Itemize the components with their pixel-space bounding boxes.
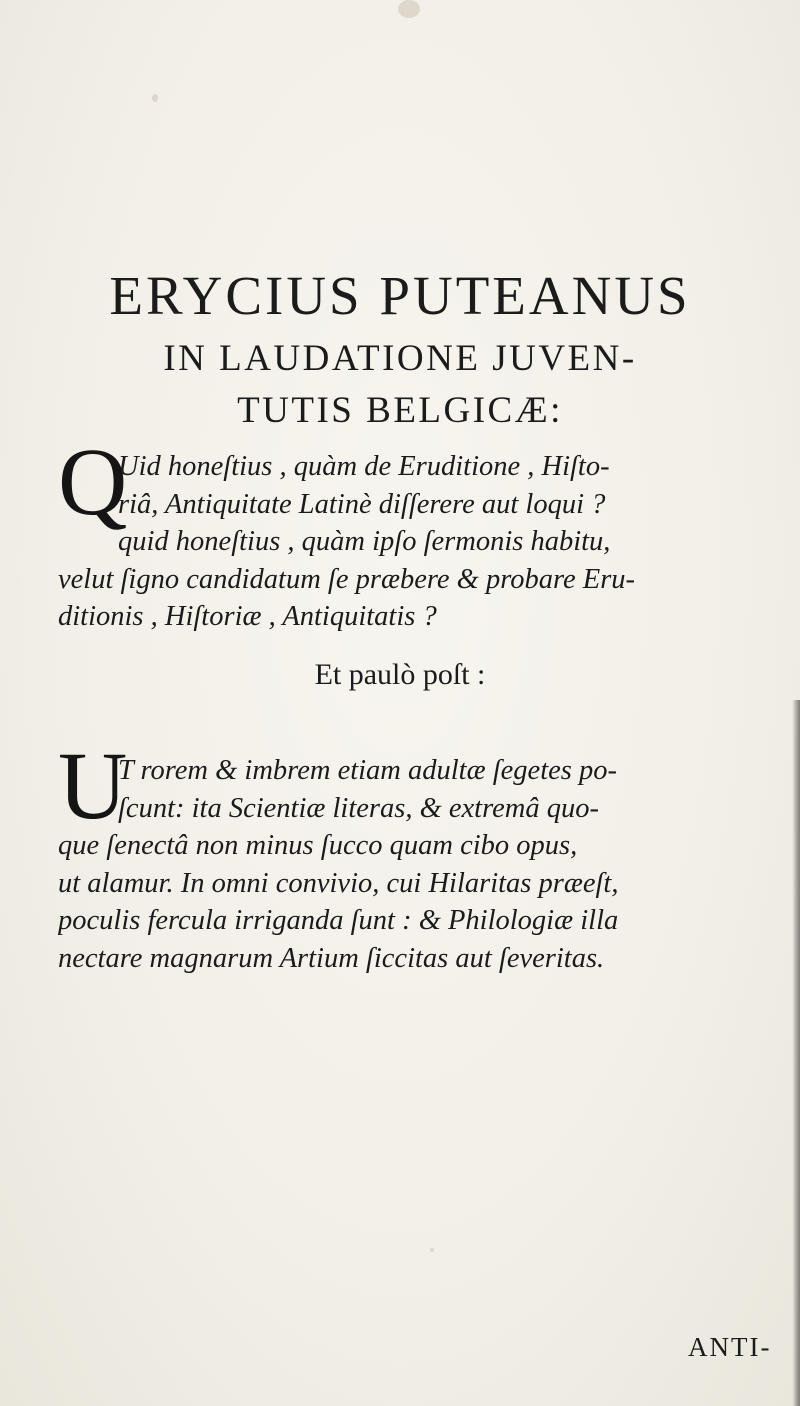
paragraph-line: ditionis , Hiſtoriæ , Antiquitatis ? (58, 601, 437, 632)
page-title: ERYCIUS PUTEANUS (109, 265, 691, 326)
paragraph-line: que ſenectâ non minus ſucco quam cibo opus, (58, 830, 578, 861)
page-edge-shadow (792, 700, 800, 1406)
paragraph-line: poculis fercula irriganda ſunt : & Philologiæ illa (58, 905, 619, 936)
subtitle-line-1: IN LAUDATIONE JUVEN- (163, 338, 637, 379)
paragraph-1 (58, 448, 758, 636)
paragraph-line: quid honeſtius , quàm ipſo ſermonis habitu, (118, 526, 611, 557)
paragraph-2 (58, 752, 758, 977)
catchword: ANTI- (688, 1332, 772, 1362)
paragraph-line: Uid honeſtius , quàm de Eruditione , Hiſto- (118, 451, 610, 482)
subtitle-line-2: TUTIS BELGICÆ: (237, 390, 563, 431)
paragraph-line: nectare magnarum Artium ſiccitas aut ſeveritas. (58, 942, 605, 974)
paragraph-line: ſcunt: ita Scientiæ literas, & extremâ quo- (118, 792, 599, 824)
ink-speck (152, 94, 158, 102)
ink-stain (398, 0, 420, 18)
transition-text: Et paulò poſt : (314, 658, 486, 691)
paragraph-line: T rorem & imbrem etiam adultæ ſegetes po- (118, 755, 617, 786)
paragraph-line: ut alamur. In omni convivio, cui Hilaritas præeſt, (58, 867, 619, 899)
paragraph-line: riâ, Antiquitate Latinè diſſerere aut loqui ? (118, 488, 606, 520)
drop-cap-u: U (58, 732, 128, 839)
drop-cap-q: Q (58, 428, 128, 535)
paragraph-line: velut ſigno candidatum ſe præbere & probare Eru- (58, 563, 636, 595)
ink-speck (430, 1248, 434, 1252)
